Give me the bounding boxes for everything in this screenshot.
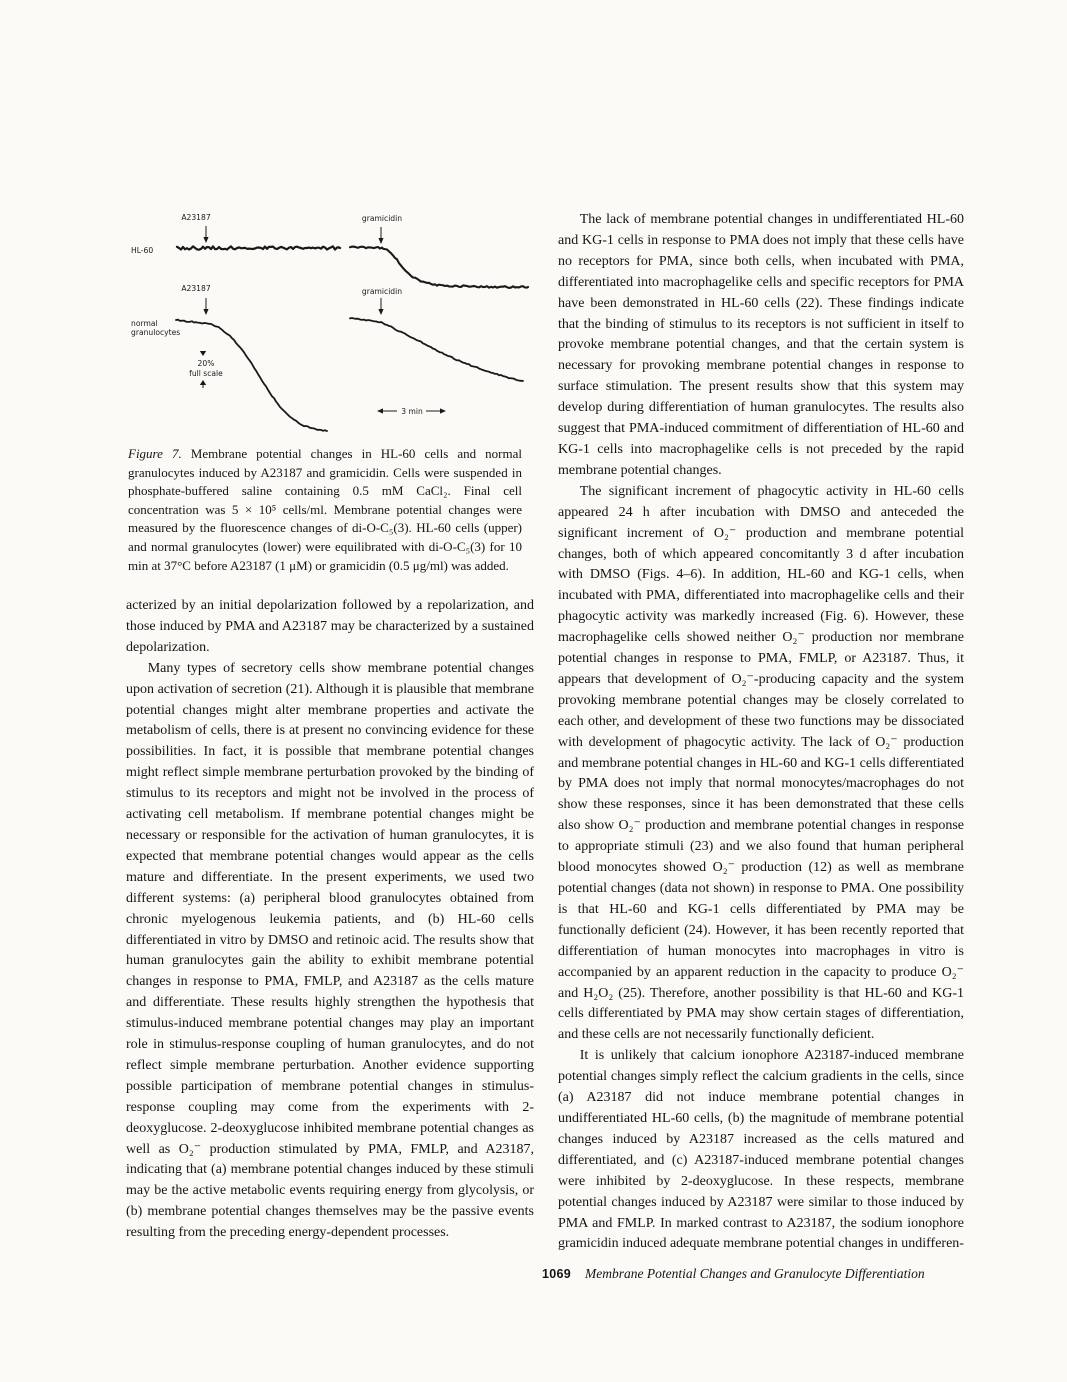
trace-hl60-a23187 [177,246,340,249]
trace-hl60-gramicidin [350,247,528,288]
figure-label-granulocytes-1: normal [131,319,158,328]
page-number: 1069 [542,1267,572,1281]
running-title: Membrane Potential Changes and Granulocyte Differentiation [585,1266,925,1281]
right-paragraph-1: The lack of membrane potential changes in undifferentiated HL-60 and KG-1 cells in response to PMA does not imply that these cells have no receptors for PMA, since both cells, when incubated with PMA, differentiated into macrophagelike cells and specific receptors for PMA have been demonstrated in HL-60 cells (22). These findings indicate that the binding of stimulus to its receptors is not sufficient in itself to provoke membrane potential changes, and that the certain system is necessary for provoking membrane potential changes in response to surface stimulation. The present results show that this system may develop during differentiation of human granulocytes. The results also suggest that PMA-induced commitment of differentiation of HL-60 and KG-1 cells into macrophagelike cells is not preceded by the rapid membrane potential changes. [558,212,964,478]
arrow-gramicidin-bottom [378,298,383,315]
figure-label-scale-fullscale: full scale [189,369,223,378]
left-paragraph-1: acterized by an initial depolarization followed by a repolarization, and those induced by PMA and A23187 may be characterized by a sustained depolarization. [126,598,534,655]
figure-label-hl60: HL-60 [131,246,154,255]
figure-label-scale-percent: 20% [197,359,215,368]
arrow-a23187-top [203,226,208,243]
left-paragraph-2: Many types of secretory cells show membrane potential changes upon activation of secretion (21). Although it is plausible that membrane potential changes might alter membrane properties and activate the metabolism of cells, there is at present no convincing evidence for these possibilities. In fact, it is possible that membrane potential changes might reflect simple membrane perturbation provoked by the binding of stimulus to its receptors and might not be involved in the process of activating cell metabolism. If membrane potential changes might be necessary or responsible for the activation of human granulocytes, it is expected that membrane potential changes would appear as the cells mature and differentiate. In the present experiments, we used two different systems: (a) peripheral blood granulocytes obtained from chronic myelogenous leukemia patients, and (b) HL-60 cells differentiated in vitro by DMSO and retinoic acid. The results show that human granulocytes gain the ability to exhibit membrane potential changes in response to PMA, FMLP, and A23187 as the cells mature and differentiate. These results highly strengthen the hypothesis that stimulus-induced membrane potential changes may play an important role in stimulus-response coupling of human granulocytes, and do not reflect simple membrane perturbation. Another evidence supporting possible participation of membrane potential changes in stimulus-response coupling may come from the experiments with 2-deoxyglucose. 2-deoxyglucose inhibited membrane potential changes as well as O₂⁻ production stimulated by PMA, FMLP, and A23187, indicating that (a) membrane potential changes induced by these stimuli may be the active metabolic events requiring energy from glycolysis, or (b) membrane potential changes themselves may be the passive events resulting from the preceding energy-dependent processes. [126,660,534,1241]
figure-caption-label: Figure 7. [128,446,182,461]
figure-panel [125,203,535,443]
figure-caption-text: Membrane potential changes in HL-60 cells and normal granulocytes induced by A23187 and gramicidin. Cells were suspended in phosphate-buffered saline containing 0.5 mM CaCl₂. Final cell concentration was 5 × 10⁵ cells/ml. Membrane potential changes were measured by the fluorescence changes of di-O-C₅(3). HL-60 cells (upper) and normal granulocytes (lower) were equilibrated with di-O-C₅(3) for 10 min at 37°C before A23187 (1 μM) or gramicidin (0.5 μg/ml) was added. [128,446,523,573]
figure-caption [128,445,522,575]
time-scale-bar [377,407,446,416]
figure-label-time-scale: 3 min [401,407,423,416]
right-column [558,210,964,1255]
figure-label-gramicidin-top: gramicidin [361,214,403,223]
trace-granulocytes-gramicidin [350,318,523,381]
figure-label-a23187-top: A23187 [181,213,211,222]
right-paragraph-2: The significant increment of phagocytic activity in HL-60 cells appeared 24 h after incubation with DMSO and anteceded the significant increment of O₂⁻ production and membrane potential changes, both of which appeared concomitantly 3 d after incubation with DMSO (Figs. 4–6). In addition, HL-60 and KG-1 cells, when incubated with PMA, differentiated into macrophagelike cells and their phagocytic activity was markedly increased (Fig. 6). However, these macrophagelike cells showed neither O₂⁻ production nor membrane potential changes in response to PMA, FMLP, or A23187. Thus, it appears that development of O₂⁻-producing capacity and the system provoking membrane potential changes may be closely correlated to each other, and development of these two functions may be dissociated with development of phagocytic activity. The lack of O₂⁻ production and membrane potential changes in HL-60 and KG-1 cells differentiated by PMA does not imply that normal monocytes/macrophages do not show these responses, since it has been demonstrated that these cells also show O₂⁻ production and membrane potential changes in response to appropriate stimuli (23) and we also found that human peripheral blood monocytes showed O₂⁻ production (12) as well as membrane potential changes (data not shown) in response to PMA. One possibility is that HL-60 and KG-1 cells differentiated by PMA may be functionally deficient (24). However, it has been recently reported that differentiation of human monocytes into macrophages in vitro is accompanied by an apparent reduction in the capacity to produce O₂⁻ and H₂O₂ (25). Therefore, another possibility is that HL-60 and KG-1 cells differentiated by PMA may show certain stages of differentiation, and these cells are not necessarily functionally deficient. [558,483,964,1043]
page-footer [542,1266,925,1282]
right-paragraph-3: It is unlikely that calcium ionophore A23187-induced membrane potential changes simply reflect the calcium gradients in the cells, since (a) A23187 did not induce membrane potential changes in undifferentiated HL-60 cells, (b) the magnitude of membrane potential changes induced by A23187 increased as the cells matured and differentiated, and (c) A23187-induced membrane potential changes were inhibited by 2-deoxyglucose. In these respects, membrane potential changes induced by A23187 were similar to those induced by PMA and FMLP. In marked contrast to A23187, the sodium ionophore gramicidin induced adequate membrane potential changes in undifferen- [558,1048,964,1252]
arrow-a23187-bottom [203,298,208,315]
figure-label-a23187-bottom: A23187 [181,284,211,293]
left-column [126,596,534,1244]
figure-label-gramicidin-bottom: gramicidin [361,287,403,296]
arrow-gramicidin-top [378,227,383,244]
figure-label-granulocytes-2: granulocytes [131,328,181,337]
scale-bracket [189,351,223,388]
